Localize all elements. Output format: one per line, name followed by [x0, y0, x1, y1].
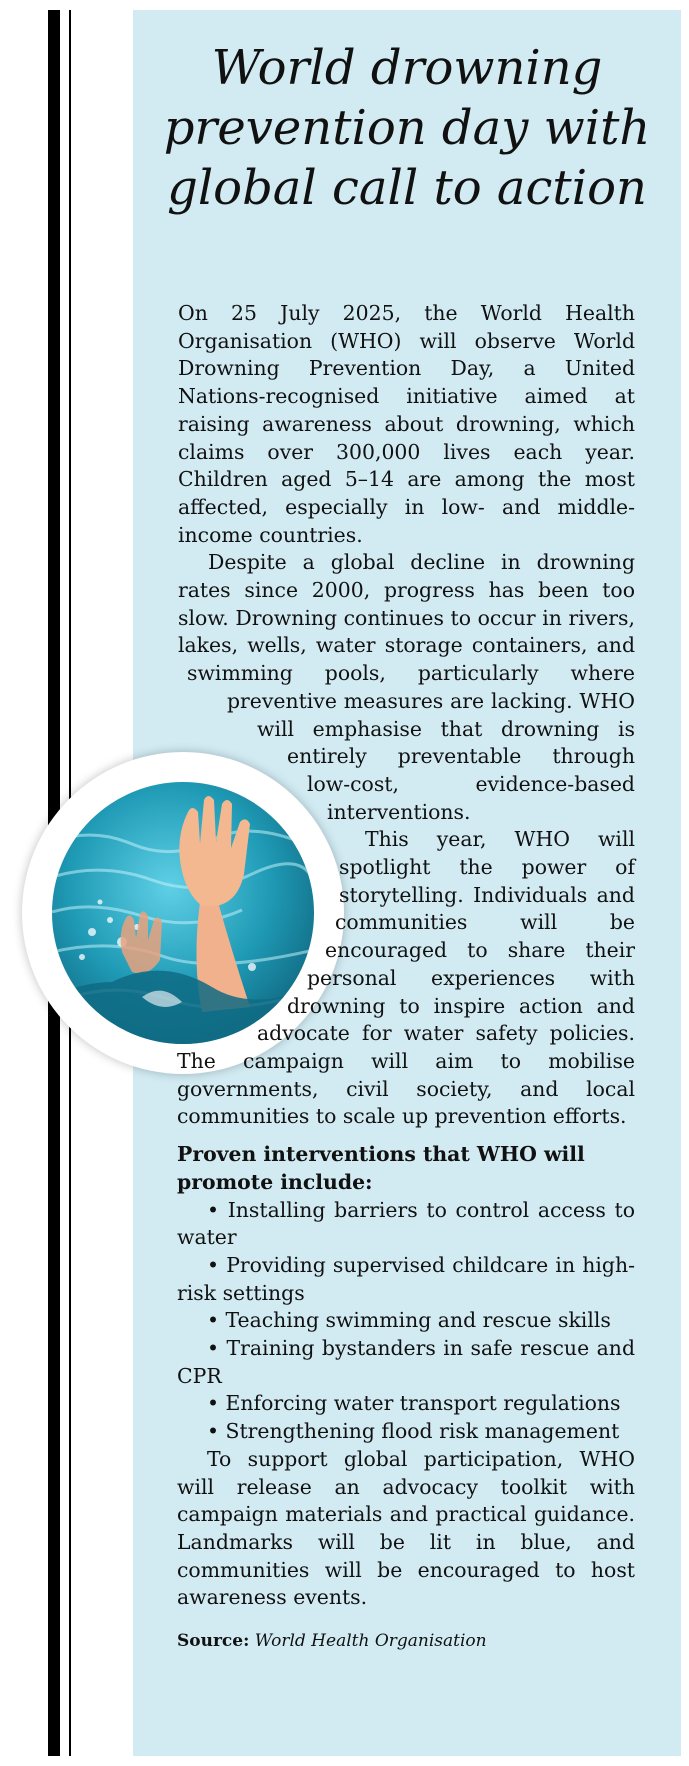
paragraph-progress: Despite a global decline in drowning rates since 2000, progress has been too slow. Drowning continues to occur in rivers, lakes, wells, water storage containers, and swimming pools, particularly where preventive measures are lacking. WHO will emphasise that drowning is entirely preventable through low-cost, evidence-based interventions. — [178, 550, 635, 824]
intervention-item: • Teaching swimming and rescue skills — [207, 1308, 611, 1333]
intervention-item: • Providing supervised childcare in high-risk settings — [177, 1252, 635, 1305]
interventions-heading: Proven interventions that WHO will promote include: — [177, 1142, 585, 1194]
intervention-item: • Training bystanders in safe rescue and CPR — [177, 1336, 635, 1388]
paragraph-intro: On 25 July 2025, the World Health Organisation (WHO) will observe World Drowning Prevention Day, a United Nations-recognised initiative aimed at raising awareness about drowning, which claims over 300,000 lives each year. Children aged 5–14 are among the most affected, especially in low- and middle-income countries. — [178, 301, 635, 547]
source-credit — [177, 1628, 635, 1656]
source-label: Source: — [177, 1631, 250, 1652]
article-body — [177, 300, 635, 1656]
intervention-item: • Enforcing water transport regulations — [207, 1391, 621, 1416]
intervention-item: • Strengthening flood risk management — [207, 1419, 620, 1444]
source-value: World Health Organisation — [254, 1631, 487, 1652]
intervention-item: • Installing barriers to control access to water — [177, 1197, 635, 1250]
article-title: World drowning prevention day with global call to action — [163, 40, 651, 216]
paragraph-storytelling: This year, WHO will spotlight the power of storytelling. Individuals and communities will be encouraged to share their personal experiences with drowning to inspire action and advocate for water safety policies. The campaign will aim to mobilise governments, civil society, and local communities to scale up prevention efforts. — [177, 827, 635, 1129]
paragraph-closing: To support global participation, WHO will release an advocacy toolkit with campaign materials and practical guidance. Landmarks will be lit in blue, and communities will be encouraged to host awareness events. — [177, 1446, 635, 1610]
